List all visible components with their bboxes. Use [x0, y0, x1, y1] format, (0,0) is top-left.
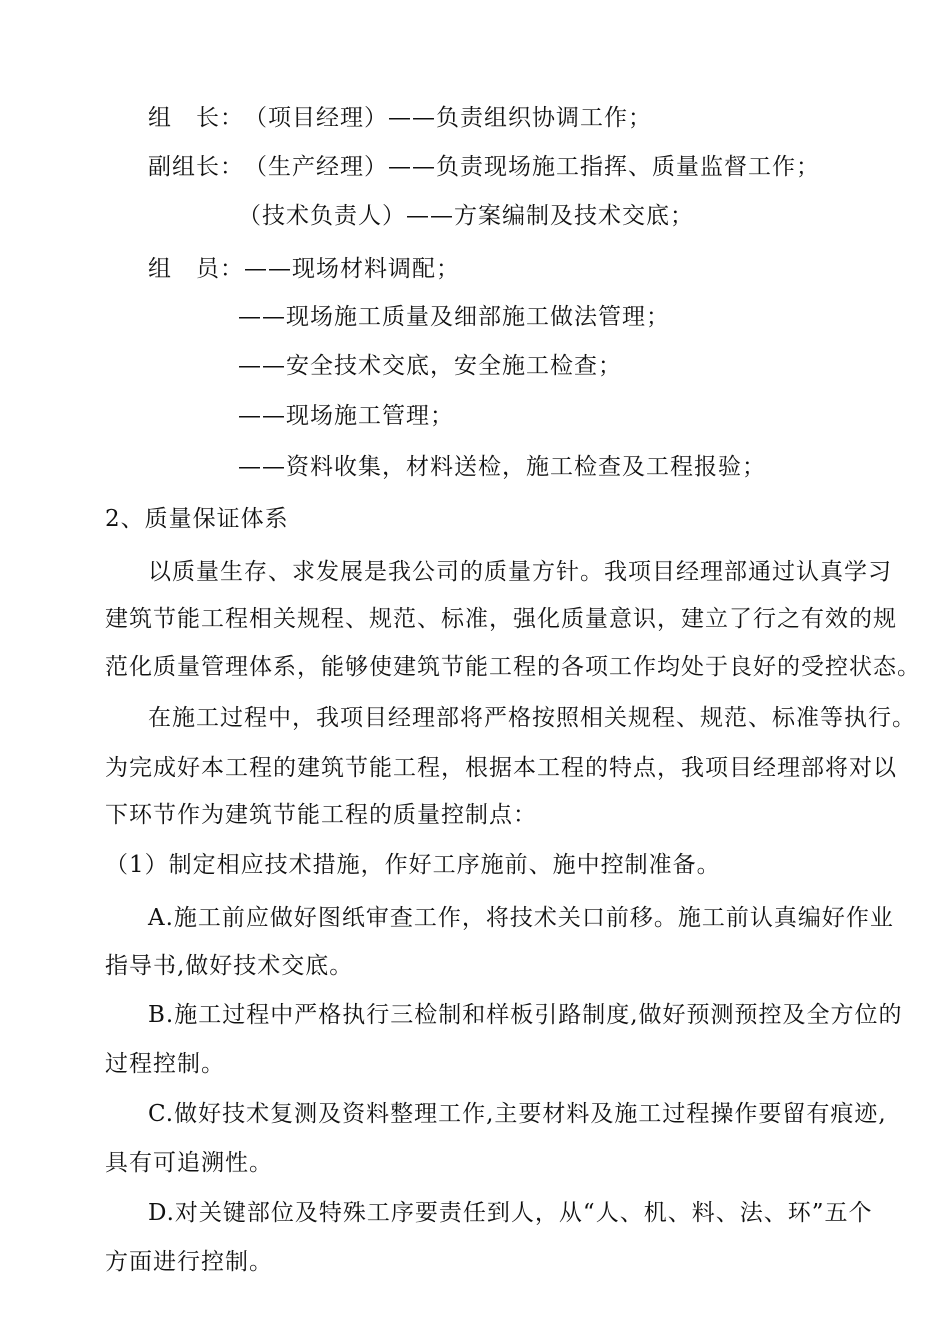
item-c-line: 具有可追溯性。 [105, 1150, 273, 1176]
leader-line [148, 103, 652, 133]
item-c-line: C.做好技术复测及资料整理工作,主要材料及施工过程操作要留有痕迹, [148, 1101, 887, 1127]
deputy-line-2 [238, 201, 694, 231]
item-b-line: B.施工过程中严格执行三检制和样板引路制度,做好预测预控及全方位的 [148, 1002, 903, 1028]
item-1-heading: （1）制定相应技术措施，作好工序施前、施中控制准备。 [105, 852, 721, 878]
paragraph-line: 范化质量管理体系，能够使建筑节能工程的各项工作均处于良好的受控状态。 [105, 654, 921, 680]
leader-label: 组 长： [148, 105, 244, 131]
item-a-line: A.施工前应做好图纸审查工作，将技术关口前移。施工前认真编好作业 [148, 905, 894, 931]
members-label: 组 员： [148, 256, 244, 282]
paragraph-line: 下环节作为建筑节能工程的质量控制点： [105, 802, 537, 828]
paragraph-line: 以质量生存、求发展是我公司的质量方针。我项目经理部通过认真学习 [148, 559, 892, 585]
item-d-line: 方面进行控制。 [105, 1249, 273, 1275]
deputy-text-1: （生产经理）——负责现场施工指挥、质量监督工作； [244, 154, 820, 180]
deputy-line-1 [148, 152, 820, 182]
deputy-text-2: （技术负责人）——方案编制及技术交底； [238, 203, 694, 229]
member-item: ——资料收集，材料送检，施工检查及工程报验； [238, 454, 766, 480]
item-d-line: D.对关键部位及特殊工序要责任到人，从“人、机、料、法、环”五个 [148, 1200, 873, 1226]
item-a-line: 指导书,做好技术交底。 [105, 953, 354, 979]
deputy-label: 副组长： [148, 154, 244, 180]
member-item: ——现场材料调配； [244, 256, 460, 282]
member-item: ——现场施工质量及细部施工做法管理； [238, 304, 670, 330]
item-b-line: 过程控制。 [105, 1051, 225, 1077]
members-line-0 [148, 254, 460, 284]
member-item: ——现场施工管理； [238, 403, 454, 429]
members-line-1 [238, 302, 670, 332]
paragraph-line: 建筑节能工程相关规程、规范、标准，强化质量意识，建立了行之有效的规 [105, 606, 897, 632]
paragraph-line: 为完成好本工程的建筑节能工程，根据本工程的特点，我项目经理部将对以 [105, 755, 897, 781]
member-item: ——安全技术交底，安全施工检查； [238, 353, 622, 379]
leader-text: （项目经理）——负责组织协调工作； [244, 105, 652, 131]
members-line-2 [238, 351, 622, 381]
section-heading: 2、质量保证体系 [105, 506, 289, 532]
members-line-3 [238, 401, 454, 431]
paragraph-line: 在施工过程中，我项目经理部将严格按照相关规程、规范、标准等执行。 [148, 705, 916, 731]
members-line-4 [238, 452, 766, 482]
